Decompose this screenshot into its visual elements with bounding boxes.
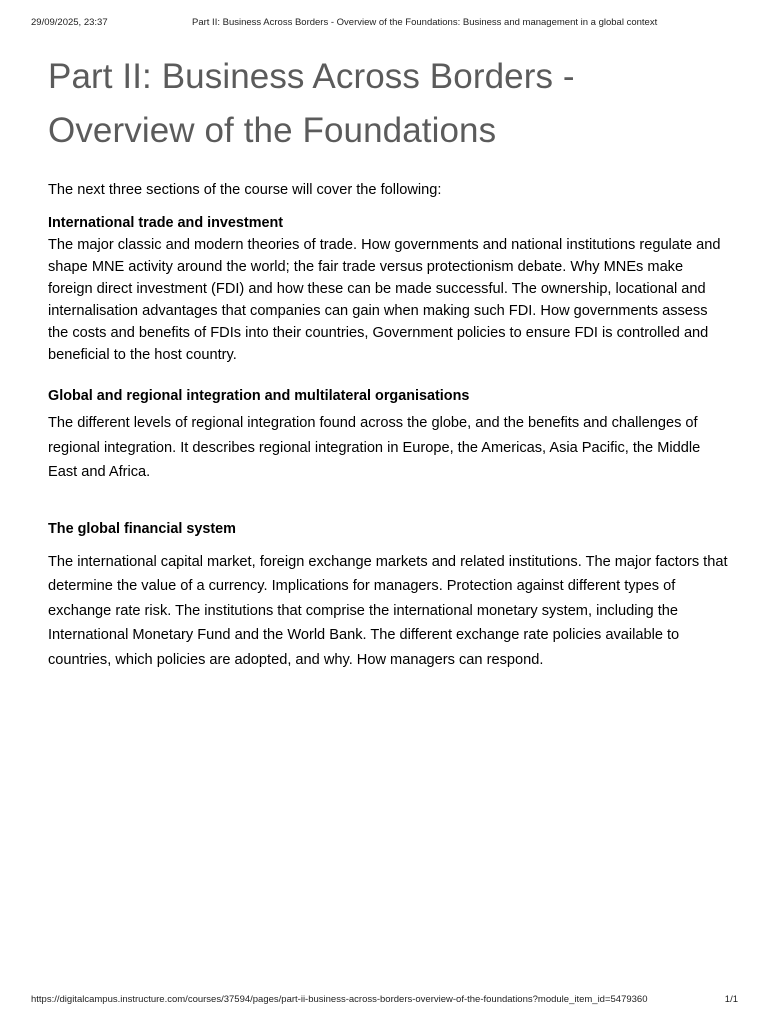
section-body: The major classic and modern theories of trade. How governments and national institutions regulate and shape MNE activity around the world; the fair trade versus protectionism debate. Why MNEs make foreign direct investment (FDI) and how these can be made successful. The ownership, locational and internalisation advantages that companies can gain when making such FDI. How governments assess the costs and benefits of FDIs into their countries, Government policies to ensure FDI is controlled and beneficial to the host country. (48, 237, 721, 363)
section-heading: International trade and investment (48, 215, 284, 231)
page-url: https://digitalcampus.instructure.com/courses/37594/pages/part-ii-business-across-borders-overview-of-the-foundations?module_item_id=5479360 (31, 994, 648, 1005)
page-number: 1/1 (724, 994, 738, 1005)
print-page-title: Part II: Business Across Borders - Overview of the Foundations: Business and management in a global context (192, 17, 658, 28)
print-header (31, 17, 738, 31)
section-body: The different levels of regional integration found across the globe, and the benefits and challenges of regional integration. It describes regional integration in Europe, the Americas, Asia Pacific, the Middle East and Africa. (48, 415, 701, 480)
section-heading: The global financial system (48, 520, 236, 537)
page-title: Part II: Business Across Borders - Overview of the Foundations (48, 57, 575, 150)
print-footer (31, 994, 738, 1008)
page-content (48, 50, 728, 672)
print-timestamp: 29/09/2025, 23:37 (31, 17, 108, 28)
section-international-trade (48, 212, 728, 366)
section-body: The international capital market, foreign exchange markets and related institutions. The major factors that determine the value of a currency. Implications for managers. Protection against different types of exchange rate risk. The institutions that comprise the international monetary system, including the International Monetary Fund and the World Bank. The different exchange rate policies available to countries, which policies are adopted, and why. How managers can respond. (48, 553, 728, 668)
section-regional-integration (48, 385, 728, 485)
intro-text: The next three sections of the course will cover the following: (48, 182, 442, 198)
section-global-financial-system (48, 518, 728, 673)
section-heading: Global and regional integration and multilateral organisations (48, 388, 470, 404)
